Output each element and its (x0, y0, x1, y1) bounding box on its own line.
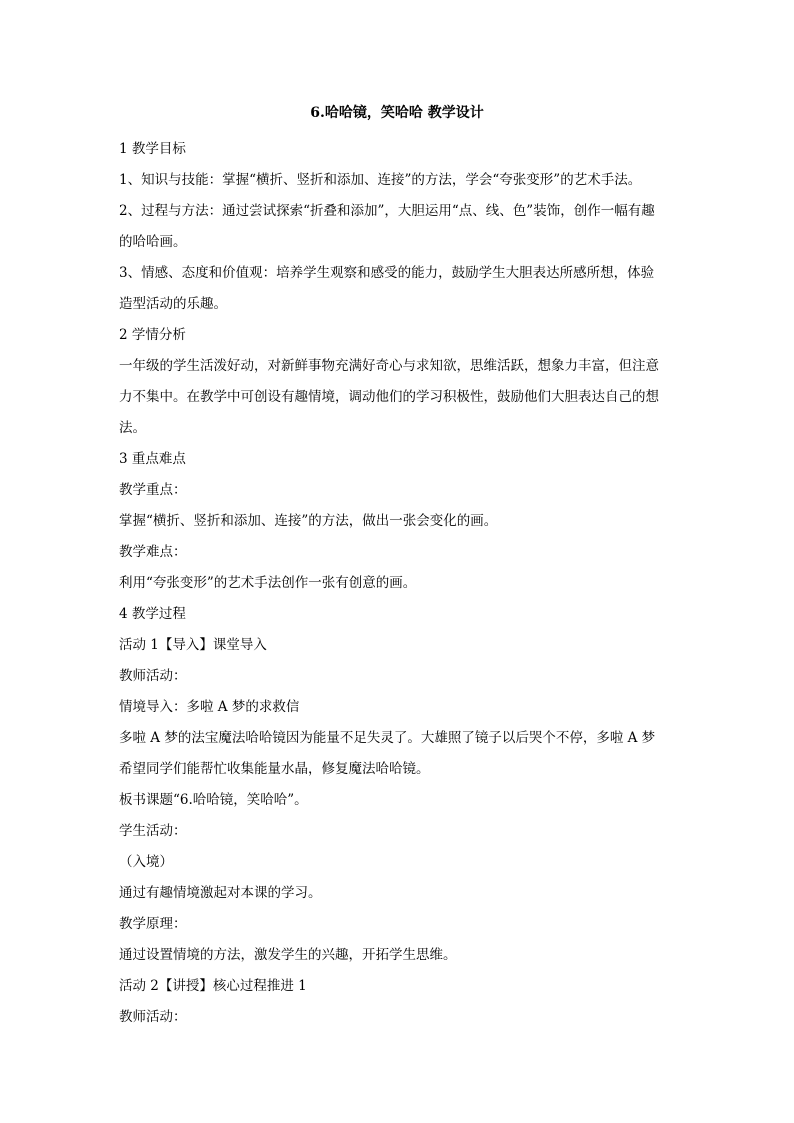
document-body (119, 134, 679, 1033)
paragraph-line: 活动 2【讲授】核心过程推进 1 (119, 978, 307, 994)
heading-teaching-process: 4 教学过程 (119, 606, 186, 622)
paragraph-line: 3、情感、态度和价值观：培养学生观察和感受的能力，鼓励学生大胆表达所感所想，体验 (119, 265, 655, 281)
heading-teaching-goals: 1 教学目标 (119, 141, 186, 157)
paragraph-line: 的哈哈画。 (119, 234, 187, 250)
document-title: 6.哈哈镜，笑哈哈 教学设计 (310, 105, 484, 121)
paragraph-line: 掌握“横折、竖折和添加、连接”的方法，做出一张会变化的画。 (119, 513, 498, 529)
paragraph-line: 学生活动： (119, 823, 187, 839)
paragraph-line: 2、过程与方法：通过尝试探索“折叠和添加”，大胆运用“点、线、色”装饰，创作一幅有趣 (119, 203, 655, 219)
paragraph-line: 活动 1【导入】课堂导入 (119, 637, 267, 653)
paragraph-line: 法。 (119, 420, 146, 436)
paragraph-line: 通过有趣情境激起对本课的学习。 (119, 885, 322, 901)
paragraph-line: （入境） (119, 854, 173, 870)
paragraph-line: 情境导入：多啦 A 梦的求救信 (119, 699, 300, 715)
paragraph-line: 板书课题“6.哈哈镜，笑哈哈”。 (119, 792, 308, 808)
paragraph-line: 教师活动： (119, 668, 187, 684)
paragraph-line: 通过设置情境的方法，激发学生的兴趣，开拓学生思维。 (119, 947, 457, 963)
paragraph-line: 教师活动： (119, 1009, 187, 1025)
paragraph-line: 一年级的学生活泼好动，对新鲜事物充满好奇心与求知欲，思维活跃，想象力丰富，但注意 (119, 358, 659, 374)
paragraph-line: 教学难点： (119, 544, 187, 560)
paragraph-line: 利用“夸张变形”的艺术手法创作一张有创意的画。 (119, 575, 417, 591)
paragraph-line: 多啦 A 梦的法宝魔法哈哈镜因为能量不足失灵了。大雄照了镜子以后哭个不停，多啦 A 梦 (119, 730, 656, 746)
paragraph-line: 教学原理： (119, 916, 187, 932)
paragraph-line: 造型活动的乐趣。 (119, 296, 227, 312)
paragraph-line: 希望同学们能帮忙收集能量水晶，修复魔法哈哈镜。 (119, 761, 430, 777)
paragraph-line: 力不集中。在教学中可创设有趣情境，调动他们的学习积极性，鼓励他们大胆表达自己的想 (119, 389, 659, 405)
paragraph-line: 1、知识与技能：掌握“横折、竖折和添加、连接”的方法，学会“夸张变形”的艺术手法。 (119, 172, 642, 188)
heading-key-points: 3 重点难点 (119, 451, 186, 467)
paragraph-line: 教学重点： (119, 482, 187, 498)
heading-student-analysis: 2 学情分析 (119, 327, 186, 343)
